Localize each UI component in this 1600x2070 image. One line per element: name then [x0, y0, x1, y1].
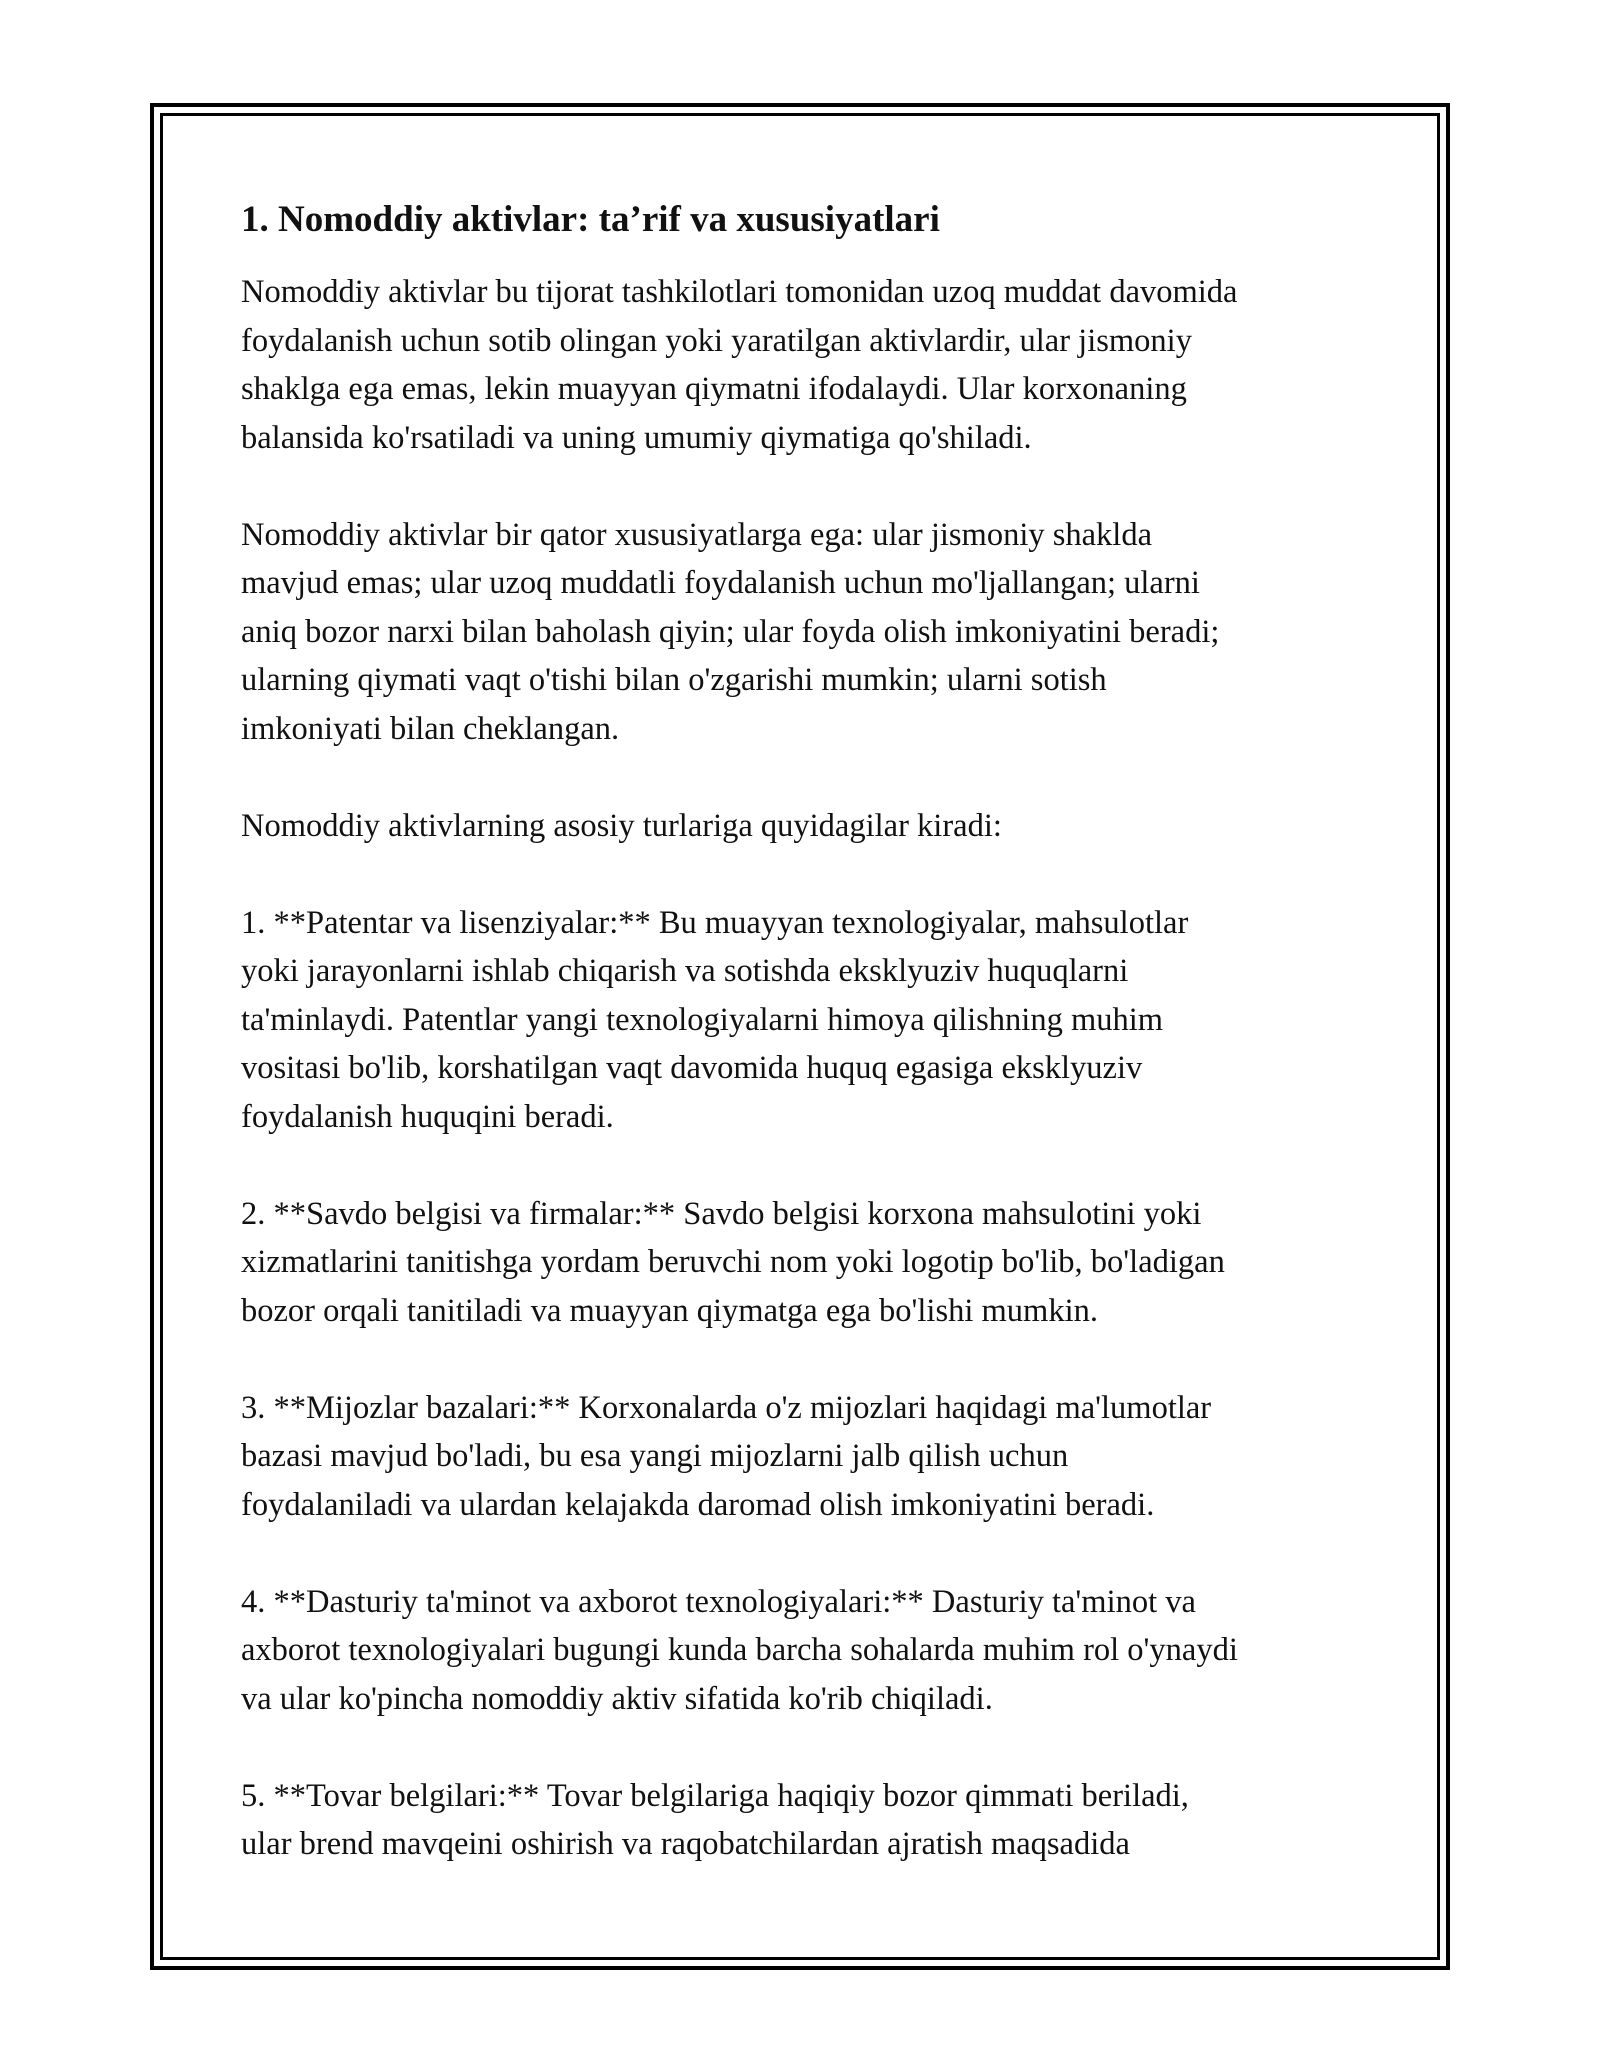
page-border-inner — [160, 113, 1440, 1960]
paragraph-definition: Nomoddiy aktivlar bu tijorat tashkilotlari tomonidan uzoq muddat davomida foydalanish uchun sotib olingan yoki yaratilgan aktivlardir, ular jismoniy shaklga ega emas, lekin muayyan qiymatni ifodalaydi. Ular korxonaning balansida ko'rsatiladi va uning umumiy qiymatiga qo'shiladi. — [241, 274, 1238, 456]
section-heading: 1. Nomoddiy aktivlar: ta’rif va xususiyatlari — [241, 199, 940, 240]
paragraph-types-intro: Nomoddiy aktivlarning asosiy turlariga quyidagilar kiradi: — [241, 807, 1002, 844]
list-item-patents: 1. **Patentar va lisenziyalar:** Bu muayyan texnologiyalar, mahsulotlar yoki jarayonlarni ishlab chiqarish va sotishda eksklyuziv huquqlarni ta'minlaydi. Patentlar yangi texnologiyalarni himoya qilishning muhim vositasi bo'lib, korshatilgan vaqt davomida huquq egasiga eksklyuziv foydalanish huquqini beradi. — [241, 904, 1189, 1135]
list-item-brand-marks: 5. **Tovar belgilari:** Tovar belgilariga haqiqiy bozor qimmati beriladi, ular brend mavqeini oshirish va raqobatchilardan ajratish maqsadida — [241, 1777, 1189, 1862]
document-body — [241, 196, 1381, 1869]
page-border — [150, 103, 1450, 1970]
list-item-customer-databases: 3. **Mijozlar bazalari:** Korxonalarda o'z mijozlari haqidagi ma'lumotlar bazasi mavjud bo'ladi, bu esa yangi mijozlarni jalb qilish uchun foydalaniladi va ulardan kelajakda daromad olish imkoniyatini beradi. — [241, 1389, 1212, 1523]
paragraph-characteristics: Nomoddiy aktivlar bir qator xususiyatlarga ega: ular jismoniy shaklda mavjud emas; ular uzoq muddatli foydalanish uchun mo'ljallangan; ularni aniq bozor narxi bilan baholash qiyin; ular foyda olish imkoniyatini beradi; ularning qiymati vaqt o'tishi bilan o'zgarishi mumkin; ularni sotish imkoniyati bilan cheklangan. — [241, 516, 1220, 747]
list-item-software-it: 4. **Dasturiy ta'minot va axborot texnologiyalari:** Dasturiy ta'minot va axborot texnologiyalari bugungi kunda barcha sohalarda muhim rol o'ynaydi va ular ko'pincha nomoddiy aktiv sifatida ko'rib chiqiladi. — [241, 1583, 1238, 1717]
list-item-trademarks-firms: 2. **Savdo belgisi va firmalar:** Savdo belgisi korxona mahsulotini yoki xizmatlarini tanitishga yordam beruvchi nom yoki logotip bo'lib, bo'ladigan bozor orqali tanitiladi va muayyan qiymatga ega bo'lishi mumkin. — [241, 1195, 1225, 1329]
